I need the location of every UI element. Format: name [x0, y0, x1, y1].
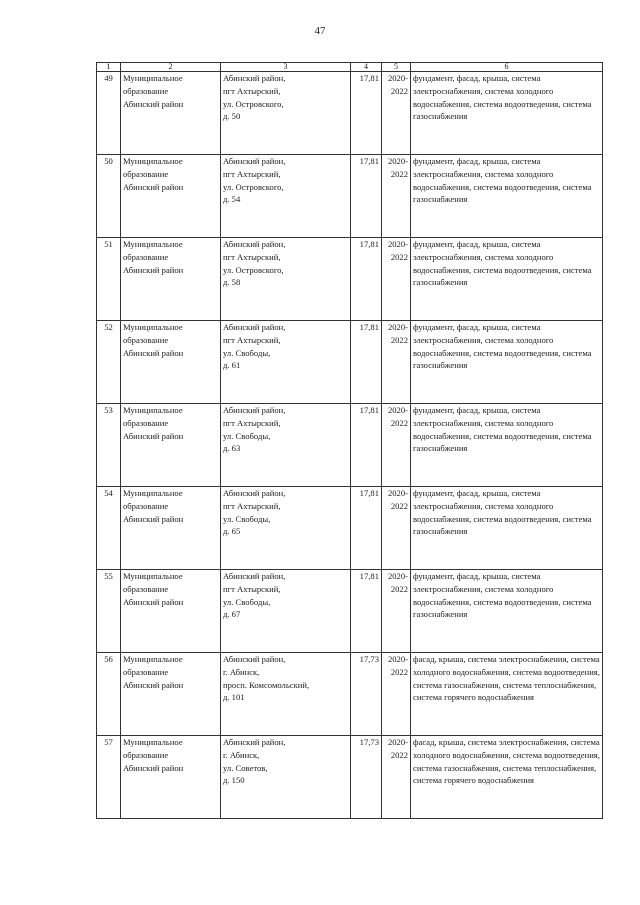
- period-start: 2020-: [387, 322, 408, 332]
- area-value: 17,81: [359, 156, 379, 166]
- address-line: д. 101: [223, 692, 245, 703]
- row-number-cell: [97, 653, 121, 736]
- period-cell: [382, 321, 411, 404]
- address-line: ул. Свободы,: [223, 347, 271, 358]
- works-list: фундамент, фасад, крыша, система электроснабжения, система холодного водоснабжения, система водоотведения, система газоснабжения: [413, 322, 592, 371]
- municipality-line: образование: [123, 251, 169, 262]
- period-start: 2020-: [387, 73, 408, 83]
- works-list: фундамент, фасад, крыша, система электроснабжения, система холодного водоснабжения, система водоотведения, система газоснабжения: [413, 488, 592, 537]
- area-value: 17,81: [359, 405, 379, 415]
- municipality-line: Абинский район: [123, 513, 184, 524]
- row-number: 52: [104, 322, 113, 332]
- row-number-cell: [97, 238, 121, 321]
- period-cell: [382, 736, 411, 819]
- address-line: Абинский район,: [223, 73, 286, 83]
- municipality-line: Абинский район: [123, 679, 184, 690]
- period-end: 2022: [390, 583, 408, 594]
- address-line: Абинский район,: [223, 737, 286, 747]
- address-line: ул. Советов,: [223, 762, 268, 773]
- table-row: [97, 487, 603, 570]
- header-cell: 1: [97, 63, 121, 72]
- area-cell: [351, 72, 382, 155]
- area-value: 17,73: [359, 737, 379, 747]
- row-number-cell: [97, 155, 121, 238]
- municipality-line: Муниципальное: [123, 405, 183, 415]
- address-line: ул. Островского,: [223, 264, 284, 275]
- period-cell: [382, 404, 411, 487]
- municipality-cell: [121, 72, 221, 155]
- municipality-line: Абинский район: [123, 762, 184, 773]
- works-cell: [411, 653, 603, 736]
- row-number: 55: [104, 571, 113, 581]
- address-cell: [221, 487, 351, 570]
- municipality-line: Муниципальное: [123, 654, 183, 664]
- area-value: 17,81: [359, 488, 379, 498]
- address-line: Абинский район,: [223, 322, 286, 332]
- municipality-line: Муниципальное: [123, 156, 183, 166]
- municipality-line: образование: [123, 85, 169, 96]
- row-number-cell: [97, 404, 121, 487]
- municipality-line: образование: [123, 500, 169, 511]
- address-line: пгт Ахтырский,: [223, 85, 281, 96]
- period-end: 2022: [390, 85, 408, 96]
- header-cell: 3: [221, 63, 351, 72]
- works-cell: [411, 487, 603, 570]
- area-cell: [351, 570, 382, 653]
- municipality-line: образование: [123, 749, 169, 760]
- municipality-line: Абинский район: [123, 98, 184, 109]
- period-start: 2020-: [387, 571, 408, 581]
- municipality-cell: [121, 155, 221, 238]
- address-line: Абинский район,: [223, 571, 286, 581]
- table-row: [97, 238, 603, 321]
- address-line: ул. Свободы,: [223, 513, 271, 524]
- table-row: [97, 155, 603, 238]
- period-end: 2022: [390, 749, 408, 760]
- municipality-cell: [121, 238, 221, 321]
- address-line: Абинский район,: [223, 405, 286, 415]
- municipality-cell: [121, 653, 221, 736]
- period-cell: [382, 238, 411, 321]
- municipality-line: Муниципальное: [123, 73, 183, 83]
- works-cell: [411, 736, 603, 819]
- table-body: [97, 72, 603, 819]
- row-number: 51: [104, 239, 113, 249]
- address-line: г. Абинск,: [223, 749, 260, 760]
- area-cell: [351, 653, 382, 736]
- address-line: д. 61: [223, 360, 241, 371]
- row-number-cell: [97, 321, 121, 404]
- period-cell: [382, 653, 411, 736]
- municipality-line: Абинский район: [123, 347, 184, 358]
- address-line: Абинский район,: [223, 654, 286, 664]
- area-value: 17,81: [359, 73, 379, 83]
- works-cell: [411, 238, 603, 321]
- row-number: 57: [104, 737, 113, 747]
- header-cell: 5: [382, 63, 411, 72]
- address-line: д. 67: [223, 609, 241, 620]
- address-line: Абинский район,: [223, 239, 286, 249]
- address-cell: [221, 736, 351, 819]
- address-line: д. 150: [223, 775, 245, 786]
- municipality-cell: [121, 736, 221, 819]
- period-end: 2022: [390, 168, 408, 179]
- address-line: г. Абинск,: [223, 666, 260, 677]
- address-line: пгт Ахтырский,: [223, 334, 281, 345]
- address-line: д. 54: [223, 194, 241, 205]
- period-end: 2022: [390, 417, 408, 428]
- area-value: 17,81: [359, 322, 379, 332]
- area-value: 17,73: [359, 654, 379, 664]
- area-cell: [351, 321, 382, 404]
- header-cell: 4: [351, 63, 382, 72]
- period-start: 2020-: [387, 405, 408, 415]
- works-list: фундамент, фасад, крыша, система электроснабжения, система холодного водоснабжения, система водоотведения, система газоснабжения: [413, 73, 592, 122]
- municipality-cell: [121, 321, 221, 404]
- area-value: 17,81: [359, 571, 379, 581]
- municipality-line: Муниципальное: [123, 488, 183, 498]
- address-cell: [221, 321, 351, 404]
- address-cell: [221, 404, 351, 487]
- address-line: пгт Ахтырский,: [223, 251, 281, 262]
- period-end: 2022: [390, 500, 408, 511]
- table-row: [97, 570, 603, 653]
- period-cell: [382, 72, 411, 155]
- address-cell: [221, 72, 351, 155]
- municipality-line: Абинский район: [123, 181, 184, 192]
- address-line: пгт Ахтырский,: [223, 168, 281, 179]
- address-line: ул. Свободы,: [223, 430, 271, 441]
- area-cell: [351, 155, 382, 238]
- period-cell: [382, 570, 411, 653]
- municipality-cell: [121, 404, 221, 487]
- row-number: 53: [104, 405, 113, 415]
- works-list: фундамент, фасад, крыша, система электроснабжения, система холодного водоснабжения, система водоотведения, система газоснабжения: [413, 571, 592, 620]
- municipality-line: образование: [123, 334, 169, 345]
- address-line: д. 50: [223, 111, 241, 122]
- works-list: фундамент, фасад, крыша, система электроснабжения, система холодного водоснабжения, система водоотведения, система газоснабжения: [413, 239, 592, 288]
- address-line: пгт Ахтырский,: [223, 417, 281, 428]
- table-row: [97, 653, 603, 736]
- table-row: [97, 736, 603, 819]
- table-row: [97, 72, 603, 155]
- works-list: фундамент, фасад, крыша, система электроснабжения, система холодного водоснабжения, система водоотведения, система газоснабжения: [413, 405, 592, 454]
- works-list: фасад, крыша, система электроснабжения, система холодного водоснабжения, система водоотведения, система газоснабжения, система теплоснабжения, система горячего водоснабжения: [413, 654, 600, 703]
- period-start: 2020-: [387, 654, 408, 664]
- area-cell: [351, 238, 382, 321]
- address-line: пгт Ахтырский,: [223, 583, 281, 594]
- header-cell: 6: [411, 63, 603, 72]
- works-cell: [411, 570, 603, 653]
- address-line: Абинский район,: [223, 488, 286, 498]
- row-number: 49: [104, 73, 113, 83]
- table-row: [97, 404, 603, 487]
- header-cell: 2: [121, 63, 221, 72]
- housing-repair-table: [96, 62, 603, 819]
- row-number-cell: [97, 736, 121, 819]
- period-start: 2020-: [387, 239, 408, 249]
- works-cell: [411, 155, 603, 238]
- period-start: 2020-: [387, 156, 408, 166]
- municipality-line: Абинский район: [123, 596, 184, 607]
- municipality-line: Муниципальное: [123, 239, 183, 249]
- period-start: 2020-: [387, 488, 408, 498]
- address-cell: [221, 570, 351, 653]
- area-cell: [351, 736, 382, 819]
- row-number-cell: [97, 570, 121, 653]
- municipality-line: образование: [123, 666, 169, 677]
- area-cell: [351, 487, 382, 570]
- address-line: Абинский район,: [223, 156, 286, 166]
- municipality-line: Абинский район: [123, 430, 184, 441]
- municipality-line: Муниципальное: [123, 322, 183, 332]
- municipality-line: образование: [123, 417, 169, 428]
- period-end: 2022: [390, 334, 408, 345]
- address-line: д. 63: [223, 443, 241, 454]
- works-list: фундамент, фасад, крыша, система электроснабжения, система холодного водоснабжения, система водоотведения, система газоснабжения: [413, 156, 592, 205]
- row-number: 56: [104, 654, 113, 664]
- period-end: 2022: [390, 251, 408, 262]
- municipality-line: Муниципальное: [123, 571, 183, 581]
- address-cell: [221, 155, 351, 238]
- municipality-line: образование: [123, 583, 169, 594]
- address-line: ул. Островского,: [223, 181, 284, 192]
- period-cell: [382, 155, 411, 238]
- address-line: ул. Островского,: [223, 98, 284, 109]
- address-line: д. 58: [223, 277, 241, 288]
- period-cell: [382, 487, 411, 570]
- address-line: просп. Комсомольский,: [223, 679, 310, 690]
- table-row: [97, 321, 603, 404]
- row-number: 54: [104, 488, 113, 498]
- address-cell: [221, 653, 351, 736]
- works-cell: [411, 72, 603, 155]
- address-line: ул. Свободы,: [223, 596, 271, 607]
- works-list: фасад, крыша, система электроснабжения, система холодного водоснабжения, система водоотведения, система газоснабжения, система теплоснабжения, система горячего водоснабжения: [413, 737, 600, 786]
- address-line: д. 65: [223, 526, 241, 537]
- area-value: 17,81: [359, 239, 379, 249]
- municipality-cell: [121, 487, 221, 570]
- municipality-line: Абинский район: [123, 264, 184, 275]
- period-end: 2022: [390, 666, 408, 677]
- works-cell: [411, 404, 603, 487]
- page-number: 47: [314, 25, 326, 37]
- address-cell: [221, 238, 351, 321]
- row-number-cell: [97, 72, 121, 155]
- row-number: 50: [104, 156, 113, 166]
- municipality-line: образование: [123, 168, 169, 179]
- row-number-cell: [97, 487, 121, 570]
- address-line: пгт Ахтырский,: [223, 500, 281, 511]
- period-start: 2020-: [387, 737, 408, 747]
- municipality-line: Муниципальное: [123, 737, 183, 747]
- municipality-cell: [121, 570, 221, 653]
- header-row: [97, 63, 603, 72]
- works-cell: [411, 321, 603, 404]
- area-cell: [351, 404, 382, 487]
